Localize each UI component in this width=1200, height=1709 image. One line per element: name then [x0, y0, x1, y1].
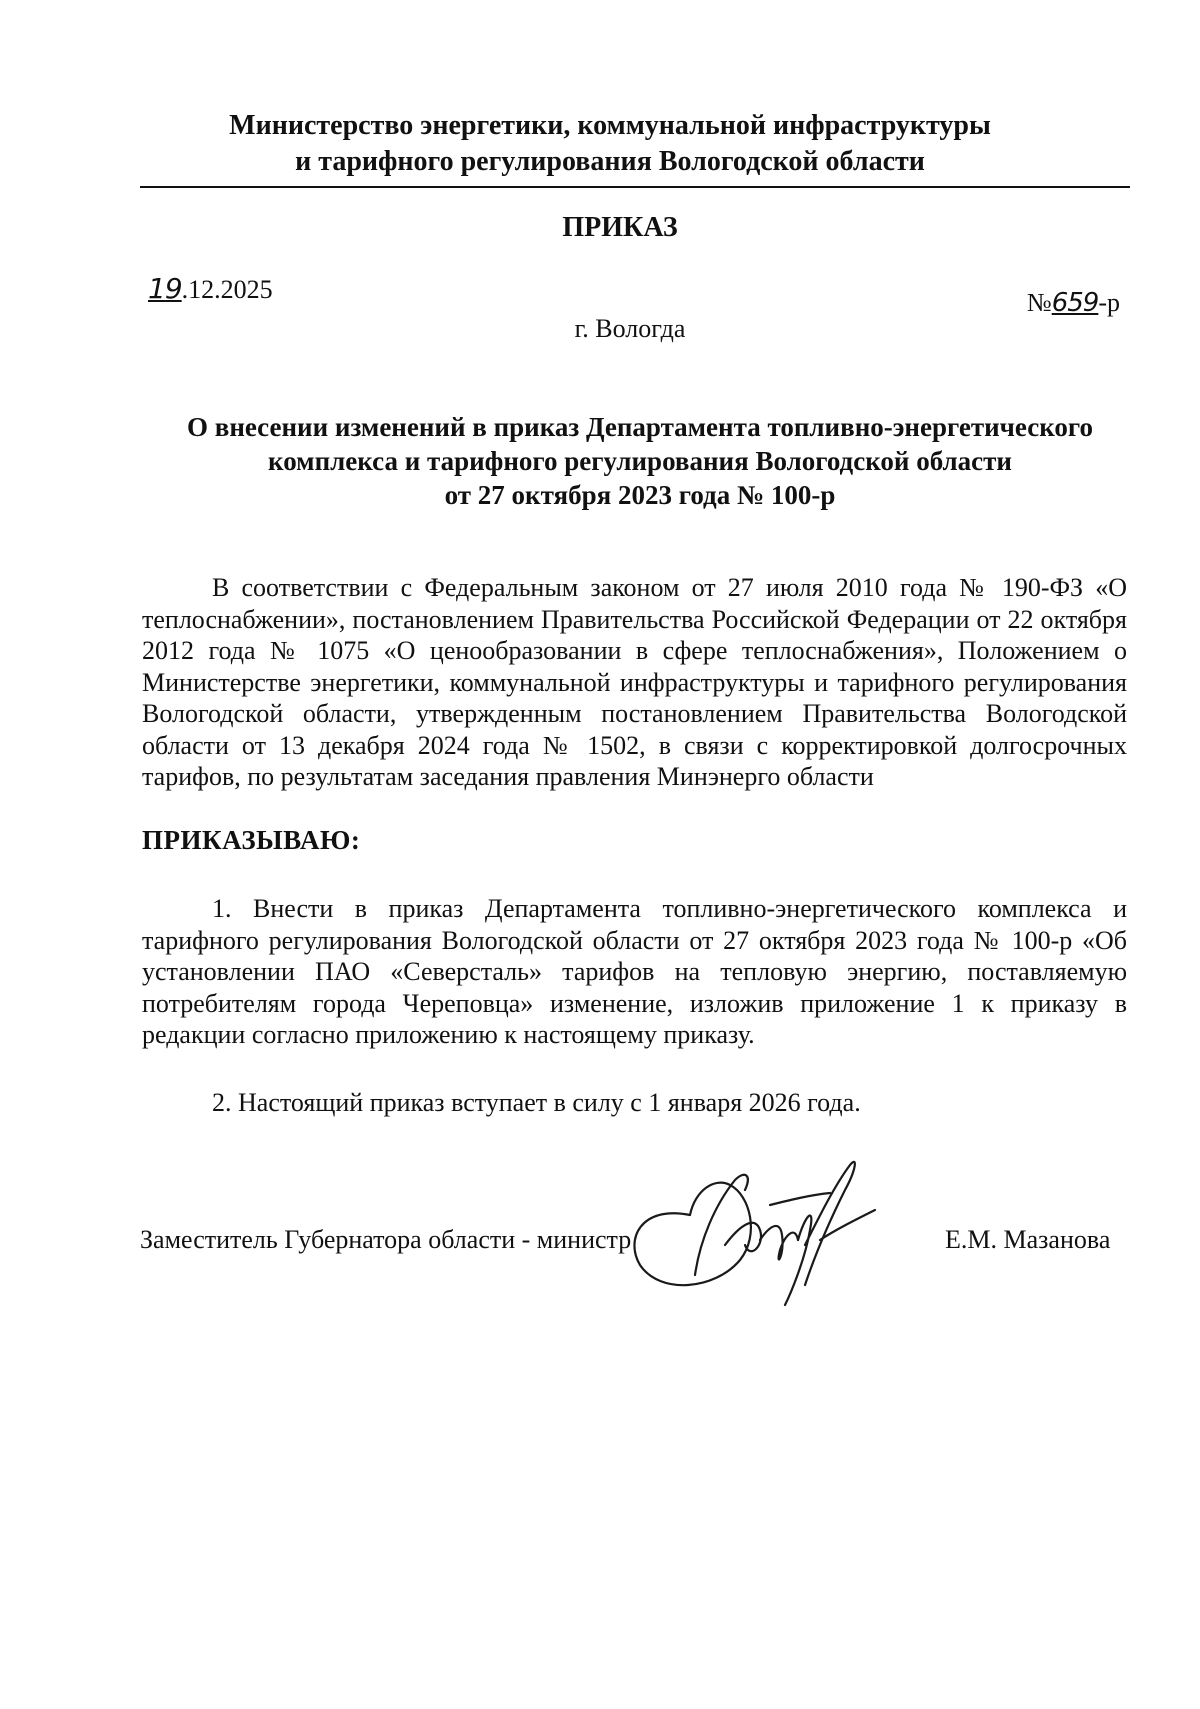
item1-block: [142, 893, 1127, 1051]
number-handwritten: 659: [1051, 288, 1099, 318]
signatory-role: Заместитель Губернатора области - министр: [140, 1225, 632, 1254]
document-date: [148, 272, 273, 305]
number-sign: №: [1026, 288, 1052, 317]
subject-line3: от 27 октября 2023 года № 100-р: [444, 480, 836, 510]
preamble-paragraph: В соответствии с Федеральным законом от 27 июля 2010 года № 190-ФЗ «О теплоснабжении», постановлением Правительства Российской Федерации от 22 октября 2012 года № 1075 «О ценообразовании в сфере теплоснабжения», Положением о Министерстве энергетики, коммунальной инфраструктуры и тарифного регулирования Вологодской области, утвержденным постановлением Правительства Вологодской области от 13 декабря 2024 года № 1502, в связи с корректировкой долгосрочных тарифов, по результатам заседания правления Минэнерго области: [142, 573, 1127, 791]
order-item-1: 1. Внести в приказ Департамента топливно-энергетического комплекса и тарифного регулирования Вологодской области от 27 октября 2023 года № 100-р «Об установлении ПАО «Северсталь» тарифов на тепловую энергию, поставляемую потребителям города Череповца» изменение, изложив приложение 1 к приказу в редакции согласно приложению к настоящему приказу.: [142, 894, 1127, 1049]
number-suffix: -р: [1098, 288, 1120, 317]
date-handwritten-day: 19: [148, 272, 182, 305]
ministry-header: [0, 108, 1200, 180]
order-item-2: 2. Настоящий приказ вступает в силу с 1 января 2026 года.: [212, 1088, 861, 1117]
signatory-name: Е.М. Мазанова: [945, 1225, 1111, 1254]
ministry-name-line2: и тарифного регулирования Вологодской области: [295, 146, 925, 177]
date-month-year: .12.2025: [181, 275, 273, 304]
document-subject: [150, 410, 1130, 512]
header-divider: [140, 186, 1130, 188]
order-word: ПРИКАЗЫВАЮ:: [142, 825, 361, 855]
ministry-name-line1: Министерство энергетики, коммунальной инфраструктуры: [229, 110, 991, 141]
preamble-block: [142, 572, 1127, 793]
subject-line1: О внесении изменений в приказ Департамента топливно-энергетического: [186, 412, 1093, 442]
item2-block: [142, 1087, 1127, 1119]
document-city: г. Вологда: [574, 314, 686, 343]
subject-line2: комплекса и тарифного регулирования Вологодской области: [268, 446, 1012, 476]
handwritten-signature-icon: [620, 1145, 920, 1315]
document-title: ПРИКАЗ: [562, 212, 678, 243]
